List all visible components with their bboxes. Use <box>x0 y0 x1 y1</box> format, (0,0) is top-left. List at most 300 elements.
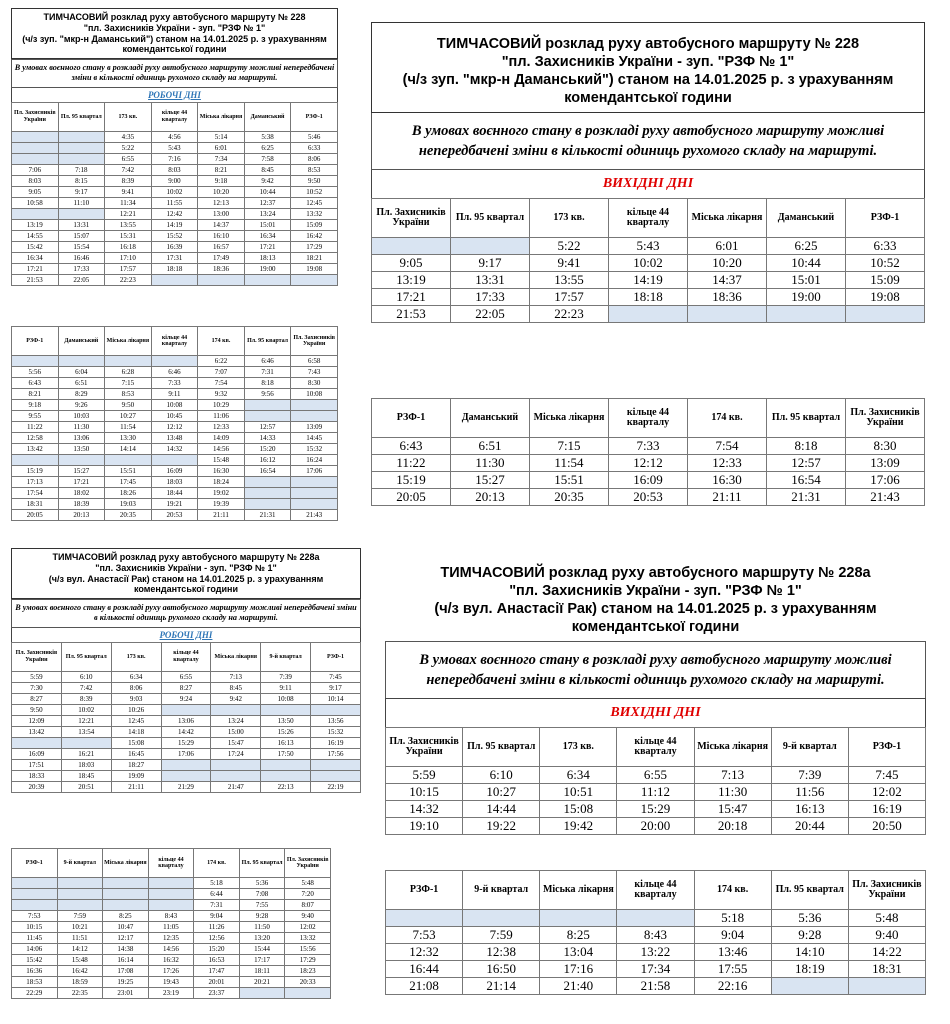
time-cell: 12:58 <box>12 433 59 444</box>
column-header: Міська лікарня <box>530 399 609 438</box>
column-header: Пл. Захисників України <box>12 642 62 671</box>
time-cell: 7:45 <box>311 671 361 682</box>
time-cell: 17:13 <box>12 477 59 488</box>
time-cell: 10:03 <box>58 411 105 422</box>
time-cell: 21:11 <box>688 489 767 506</box>
time-cell: 5:18 <box>194 878 240 889</box>
time-cell: 17:56 <box>311 748 361 759</box>
time-cell: 10:02 <box>61 704 111 715</box>
table-row <box>372 272 925 289</box>
column-header: 174 кв. <box>194 849 240 878</box>
time-cell: 15:08 <box>540 801 617 818</box>
time-cell: 6:25 <box>244 142 291 153</box>
time-cell: 18:36 <box>688 289 767 306</box>
time-cell: 17:34 <box>617 961 694 978</box>
time-cell: 10:27 <box>105 411 152 422</box>
column-header: 173 кв. <box>105 102 152 131</box>
time-cell <box>540 910 617 927</box>
time-cell: 8:53 <box>105 389 152 400</box>
time-cell: 20:13 <box>451 489 530 506</box>
time-cell <box>451 238 530 255</box>
time-cell: 20:51 <box>61 781 111 792</box>
table-row <box>12 175 338 186</box>
time-cell <box>105 356 152 367</box>
time-cell: 7:39 <box>771 767 848 784</box>
time-cell: 11:34 <box>105 197 152 208</box>
time-cell: 5:48 <box>285 878 331 889</box>
time-cell: 5:46 <box>291 131 338 142</box>
table-row <box>12 704 361 715</box>
time-cell: 9:32 <box>198 389 245 400</box>
time-cell <box>244 274 291 285</box>
column-header: 174 кв. <box>694 871 771 910</box>
time-cell: 17:51 <box>12 759 62 770</box>
time-cell <box>771 978 848 995</box>
time-cell: 13:50 <box>261 715 311 726</box>
time-cell: 9:28 <box>239 911 285 922</box>
time-cell: 10:08 <box>291 389 338 400</box>
time-cell: 12:32 <box>386 944 463 961</box>
time-cell: 10:44 <box>244 186 291 197</box>
time-cell: 9:26 <box>58 400 105 411</box>
time-cell: 7:53 <box>12 911 58 922</box>
time-cell: 6:33 <box>291 142 338 153</box>
time-cell: 10:52 <box>291 186 338 197</box>
column-header: Даманський <box>451 399 530 438</box>
time-cell: 15:01 <box>244 219 291 230</box>
time-cell: 16:39 <box>151 241 198 252</box>
time-cell: 11:54 <box>105 422 152 433</box>
table-row <box>372 238 925 255</box>
table-row <box>12 977 331 988</box>
table-row <box>12 922 331 933</box>
time-cell: 19:42 <box>540 818 617 835</box>
time-cell: 16:53 <box>194 955 240 966</box>
time-cell: 11:30 <box>694 784 771 801</box>
time-cell: 6:55 <box>161 671 211 682</box>
time-cell: 17:29 <box>291 241 338 252</box>
column-header: Пл. Захисників України <box>372 199 451 238</box>
time-cell: 5:43 <box>151 142 198 153</box>
time-cell: 14:42 <box>161 726 211 737</box>
time-cell: 22:05 <box>451 306 530 323</box>
time-cell: 13:09 <box>846 455 925 472</box>
time-cell: 20:44 <box>771 818 848 835</box>
column-header: Пл. Захисників України <box>291 327 338 356</box>
workdays-heading: РОБОЧІ ДНІ <box>11 628 361 642</box>
time-cell: 13:54 <box>61 726 111 737</box>
time-cell <box>291 477 338 488</box>
time-cell: 15:44 <box>239 944 285 955</box>
time-cell: 16:34 <box>12 252 59 263</box>
time-cell <box>57 878 103 889</box>
time-cell <box>12 878 58 889</box>
column-header: Даманський <box>58 327 105 356</box>
time-cell: 7:08 <box>239 889 285 900</box>
timetable-forward <box>371 198 925 323</box>
time-cell: 15:29 <box>161 737 211 748</box>
time-cell <box>58 356 105 367</box>
table-row <box>12 422 338 433</box>
time-cell: 14:18 <box>111 726 161 737</box>
time-cell: 10:15 <box>386 784 463 801</box>
time-cell: 8:30 <box>291 378 338 389</box>
column-header: РЗФ-1 <box>291 102 338 131</box>
time-cell: 16:30 <box>198 466 245 477</box>
table-row <box>372 438 925 455</box>
time-cell: 20:05 <box>372 489 451 506</box>
column-header: Пл. Захисників України <box>285 849 331 878</box>
time-cell: 9:50 <box>12 704 62 715</box>
time-cell: 14:56 <box>198 444 245 455</box>
table-row <box>12 274 338 285</box>
time-cell: 5:56 <box>12 367 59 378</box>
time-cell: 17:24 <box>211 748 261 759</box>
time-cell <box>386 910 463 927</box>
column-header: Міська лікарня <box>211 642 261 671</box>
time-cell <box>151 356 198 367</box>
time-cell <box>148 900 194 911</box>
time-cell: 11:05 <box>148 922 194 933</box>
time-cell: 13:42 <box>12 726 62 737</box>
time-cell: 21:31 <box>244 510 291 521</box>
time-cell: 4:56 <box>151 131 198 142</box>
table-row <box>12 966 331 977</box>
time-cell: 11:30 <box>451 455 530 472</box>
column-header: 173 кв. <box>530 199 609 238</box>
time-cell <box>58 153 105 164</box>
time-cell <box>291 411 338 422</box>
column-header: кільце 44 кварталу <box>161 642 211 671</box>
table-row <box>12 737 361 748</box>
time-cell: 7:59 <box>463 927 540 944</box>
time-cell: 17:10 <box>105 252 152 263</box>
time-cell <box>211 770 261 781</box>
time-cell: 18:44 <box>151 488 198 499</box>
time-cell: 16:36 <box>12 966 58 977</box>
time-cell: 17:08 <box>103 966 149 977</box>
time-cell: 14:22 <box>848 944 925 961</box>
time-cell: 6:44 <box>194 889 240 900</box>
time-cell: 11:55 <box>151 197 198 208</box>
column-header: 9-й квартал <box>463 871 540 910</box>
time-cell: 10:47 <box>103 922 149 933</box>
time-cell: 13:32 <box>291 208 338 219</box>
column-header: Пл. Захисників України <box>386 728 463 767</box>
time-cell: 6:10 <box>61 671 111 682</box>
time-cell <box>244 400 291 411</box>
time-cell: 7:16 <box>151 153 198 164</box>
time-cell: 11:12 <box>617 784 694 801</box>
time-cell <box>311 759 361 770</box>
time-cell: 23:01 <box>103 988 149 999</box>
table-row <box>386 784 926 801</box>
time-cell: 20:33 <box>285 977 331 988</box>
time-cell: 9:00 <box>151 175 198 186</box>
time-cell: 19:00 <box>244 263 291 274</box>
table-row <box>12 988 331 999</box>
time-cell: 17:06 <box>291 466 338 477</box>
column-header: 173 кв. <box>111 642 161 671</box>
time-cell <box>261 770 311 781</box>
column-header: Міська лікарня <box>105 327 152 356</box>
time-cell: 15:52 <box>151 230 198 241</box>
martial-law-warning: В умовах воєнного стану в розкладі руху автобусного маршруту можливі непередбачені зміни в кількості одиниць рухомого складу на маршруті. <box>11 599 361 628</box>
time-cell: 22:19 <box>311 781 361 792</box>
table-row <box>12 444 338 455</box>
time-cell: 20:53 <box>609 489 688 506</box>
time-cell: 17:50 <box>261 748 311 759</box>
time-cell: 14:12 <box>57 944 103 955</box>
timetable-return <box>11 326 338 521</box>
time-cell: 8:43 <box>148 911 194 922</box>
time-cell: 17:33 <box>451 289 530 306</box>
time-cell <box>12 900 58 911</box>
route-228-weekends-panel <box>371 22 925 323</box>
time-cell: 10:02 <box>151 186 198 197</box>
time-cell: 17:47 <box>194 966 240 977</box>
time-cell: 10:27 <box>463 784 540 801</box>
time-cell: 9:41 <box>105 186 152 197</box>
time-cell: 12:21 <box>61 715 111 726</box>
time-cell: 6:25 <box>767 238 846 255</box>
table-row <box>12 389 338 400</box>
time-cell: 20:50 <box>848 818 925 835</box>
time-cell: 19:22 <box>463 818 540 835</box>
time-cell: 10:21 <box>57 922 103 933</box>
time-cell <box>688 306 767 323</box>
time-cell: 8:21 <box>12 389 59 400</box>
time-cell: 17:21 <box>58 477 105 488</box>
time-cell: 6:33 <box>846 238 925 255</box>
time-cell: 5:22 <box>530 238 609 255</box>
time-cell: 17:21 <box>372 289 451 306</box>
time-cell <box>103 889 149 900</box>
table-row <box>372 489 925 506</box>
time-cell: 12:56 <box>194 933 240 944</box>
time-cell: 6:43 <box>372 438 451 455</box>
column-header: Міська лікарня <box>540 871 617 910</box>
table-row <box>12 411 338 422</box>
time-cell: 13:06 <box>58 433 105 444</box>
timetable-forward <box>11 642 361 793</box>
time-cell: 7:42 <box>105 164 152 175</box>
time-cell: 15:26 <box>261 726 311 737</box>
table-row <box>12 378 338 389</box>
time-cell: 12:12 <box>151 422 198 433</box>
time-cell: 7:13 <box>694 767 771 784</box>
schedule-title: ТИМЧАСОВИЙ розклад руху автобусного маршруту № 228 "пл. Захисників України - зуп. "РЗФ № 1" (ч/з зуп. "мкр-н Даманський") станом на 14.01.2025 р. з урахуванням комендантської години <box>11 8 338 59</box>
time-cell: 16:42 <box>291 230 338 241</box>
time-cell: 19:00 <box>767 289 846 306</box>
time-cell: 12:42 <box>151 208 198 219</box>
table-row <box>12 944 331 955</box>
table-row <box>386 978 926 995</box>
time-cell: 9:40 <box>285 911 331 922</box>
time-cell: 5:36 <box>771 910 848 927</box>
column-header: Пл. 95 квартал <box>463 728 540 767</box>
time-cell: 5:59 <box>386 767 463 784</box>
time-cell: 10:02 <box>609 255 688 272</box>
time-cell: 15:51 <box>105 466 152 477</box>
time-cell: 9:18 <box>12 400 59 411</box>
table-row <box>12 911 331 922</box>
table-row <box>12 186 338 197</box>
time-cell: 16:50 <box>463 961 540 978</box>
time-cell: 16:54 <box>244 466 291 477</box>
time-cell <box>846 306 925 323</box>
time-cell: 9:11 <box>151 389 198 400</box>
time-cell: 7:34 <box>198 153 245 164</box>
time-cell: 8:29 <box>58 389 105 400</box>
time-cell: 16:54 <box>767 472 846 489</box>
table-row <box>12 510 338 521</box>
time-cell: 6:04 <box>58 367 105 378</box>
time-cell: 14:32 <box>151 444 198 455</box>
header-row <box>12 102 338 131</box>
time-cell: 13:00 <box>198 208 245 219</box>
timetable-return <box>371 398 925 506</box>
column-header: РЗФ-1 <box>372 399 451 438</box>
time-cell: 6:01 <box>198 142 245 153</box>
time-cell: 9:50 <box>291 175 338 186</box>
time-cell <box>161 759 211 770</box>
time-cell <box>58 142 105 153</box>
column-header: РЗФ-1 <box>12 849 58 878</box>
time-cell <box>12 208 59 219</box>
time-cell: 8:45 <box>244 164 291 175</box>
table-row <box>12 131 338 142</box>
time-cell: 12:38 <box>463 944 540 961</box>
time-cell <box>239 988 285 999</box>
time-cell: 21:14 <box>463 978 540 995</box>
time-cell: 8:53 <box>291 164 338 175</box>
time-cell: 6:55 <box>105 153 152 164</box>
time-cell: 14:19 <box>609 272 688 289</box>
time-cell: 7:13 <box>211 671 261 682</box>
time-cell: 8:03 <box>12 175 59 186</box>
table-row <box>12 400 338 411</box>
time-cell: 11:54 <box>530 455 609 472</box>
time-cell: 7:18 <box>58 164 105 175</box>
time-cell: 6:28 <box>105 367 152 378</box>
time-cell: 16:24 <box>291 455 338 466</box>
time-cell <box>103 900 149 911</box>
time-cell: 8:27 <box>12 693 62 704</box>
time-cell <box>244 488 291 499</box>
time-cell: 7:39 <box>261 671 311 682</box>
time-cell <box>463 910 540 927</box>
table-row <box>12 488 338 499</box>
time-cell: 13:31 <box>58 219 105 230</box>
column-header: Даманський <box>767 199 846 238</box>
time-cell: 9:17 <box>58 186 105 197</box>
time-cell: 18:18 <box>151 263 198 274</box>
table-row <box>12 759 361 770</box>
time-cell: 13:50 <box>58 444 105 455</box>
column-header: Пл. 95 квартал <box>61 642 111 671</box>
time-cell: 21:31 <box>767 489 846 506</box>
time-cell: 16:42 <box>57 966 103 977</box>
time-cell <box>12 356 59 367</box>
time-cell: 15:29 <box>617 801 694 818</box>
time-cell: 8:30 <box>846 438 925 455</box>
time-cell: 12:02 <box>848 784 925 801</box>
table-row <box>12 466 338 477</box>
time-cell: 16:14 <box>103 955 149 966</box>
time-cell <box>261 704 311 715</box>
time-cell: 21:53 <box>372 306 451 323</box>
time-cell: 14:19 <box>151 219 198 230</box>
time-cell: 15:00 <box>211 726 261 737</box>
time-cell: 18:31 <box>12 499 59 510</box>
column-header: 9-й квартал <box>261 642 311 671</box>
time-cell: 6:43 <box>12 378 59 389</box>
column-header: РЗФ-1 <box>846 199 925 238</box>
martial-law-warning: В умовах воєнного стану в розкладі руху автобусного маршруту можливі непередбачені зміни в кількості одиниць рухомого складу на маршруті. <box>371 113 925 171</box>
time-cell: 8:43 <box>617 927 694 944</box>
time-cell: 17:45 <box>105 477 152 488</box>
time-cell: 10:26 <box>111 704 161 715</box>
time-cell: 19:43 <box>148 977 194 988</box>
time-cell: 14:38 <box>103 944 149 955</box>
time-cell: 17:31 <box>151 252 198 263</box>
time-cell: 8:39 <box>105 175 152 186</box>
time-cell: 16:19 <box>311 737 361 748</box>
time-cell <box>261 759 311 770</box>
time-cell: 9:56 <box>244 389 291 400</box>
time-cell: 16:30 <box>688 472 767 489</box>
table-row <box>372 306 925 323</box>
table-row <box>12 433 338 444</box>
time-cell: 18:59 <box>57 977 103 988</box>
time-cell: 9:03 <box>111 693 161 704</box>
column-header: Пл. 95 квартал <box>58 102 105 131</box>
time-cell: 20:01 <box>194 977 240 988</box>
time-cell <box>311 704 361 715</box>
time-cell: 10:29 <box>198 400 245 411</box>
time-cell: 17:06 <box>846 472 925 489</box>
time-cell: 14:56 <box>148 944 194 955</box>
time-cell: 15:48 <box>57 955 103 966</box>
timetable-forward <box>11 102 338 286</box>
time-cell <box>12 889 58 900</box>
column-header: РЗФ-1 <box>386 871 463 910</box>
time-cell: 19:10 <box>386 818 463 835</box>
time-cell: 15:19 <box>372 472 451 489</box>
time-cell: 12:17 <box>103 933 149 944</box>
time-cell: 18:21 <box>291 252 338 263</box>
time-cell: 7:58 <box>244 153 291 164</box>
time-cell <box>291 274 338 285</box>
time-cell: 9:41 <box>530 255 609 272</box>
time-cell: 21:58 <box>617 978 694 995</box>
column-header: 174 кв. <box>198 327 245 356</box>
time-cell: 6:58 <box>291 356 338 367</box>
time-cell: 11:22 <box>12 422 59 433</box>
time-cell <box>372 238 451 255</box>
route-228a-workdays-panel <box>11 548 361 793</box>
table-row <box>372 472 925 489</box>
time-cell: 21:40 <box>540 978 617 995</box>
column-header: кільце 44 кварталу <box>609 199 688 238</box>
time-cell: 22:13 <box>261 781 311 792</box>
table-row <box>12 933 331 944</box>
time-cell: 15:07 <box>58 230 105 241</box>
time-cell: 5:48 <box>848 910 925 927</box>
column-header: Пл. Захисників України <box>848 871 925 910</box>
header-row <box>372 199 925 238</box>
